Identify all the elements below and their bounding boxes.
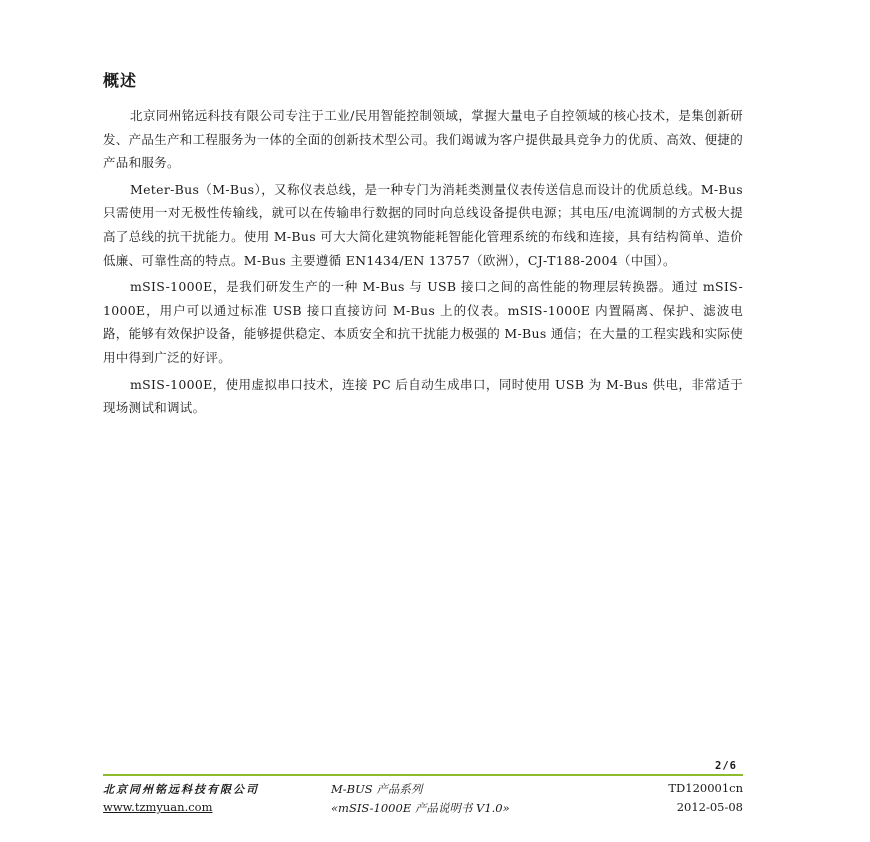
paragraph-company-intro: 北京同州铭远科技有限公司专注于工业/民用智能控制领域，掌握大量电子自控领域的核心技术，是集创新研发、产品生产和工程服务为一体的全面的创新技术型公司。我们竭诚为客户提供最具竞争力的优质、高效、便捷的产品和服务。 bbox=[103, 108, 744, 171]
section-heading: 概述 bbox=[103, 71, 138, 90]
page-footer bbox=[103, 781, 743, 819]
footer-manual-title: «mSIS-1000E 产品说明书 V1.0» bbox=[331, 801, 510, 815]
paragraph-mbus-intro: Meter-Bus（M-Bus），又称仪表总线，是一种专门为消耗类测量仪表传送信息而设计的优质总线。M-Bus 只需使用一对无极性传输线，就可以在传输串行数据的同时向总线设备提供电源；其电压/电流调制的方式极大提高了总线的抗干扰能力。使用 M-Bus 可大大简化建筑物能耗智能化管理系统的布线和连接，具有结构简单、造价低廉、可靠性高的特点。M-Bus 主要遵循 EN1434/EN 13757（欧洲），CJ-T188-2004（中国）。 bbox=[103, 181, 743, 268]
footer-row-bottom bbox=[103, 800, 743, 819]
footer-company-name: 北京同州铭远科技有限公司 bbox=[103, 783, 259, 796]
footer-row-top bbox=[103, 781, 743, 800]
paragraph-product-usage: mSIS-1000E，使用虚拟串口技术，连接 PC 后自动生成串口，同时使用 USB 为 M-Bus 供电，非常适于现场测试和调试。 bbox=[103, 376, 743, 416]
footer-doc-code: TD120001cn bbox=[668, 781, 743, 795]
footer-divider bbox=[103, 774, 743, 776]
footer-website-link[interactable]: www.tzmyuan.com bbox=[103, 800, 213, 814]
body-text bbox=[103, 104, 743, 423]
footer-product-series: M-BUS 产品系列 bbox=[331, 782, 423, 796]
page-number: 2/6 bbox=[715, 760, 737, 772]
paragraph-product-intro: mSIS-1000E，是我们研发生产的一种 M-Bus 与 USB 接口之间的高性能的物理层转换器。通过 mSIS-1000E，用户可以通过标准 USB 接口直接访问 M-Bus 上的仪表。mSIS-1000E 内置隔离、保护、滤波电路，能够有效保护设备，能够提供稳定、本质安全和抗干扰能力极强的 M-Bus 通信；在大量的工程实践和实际使用中得到广泛的好评。 bbox=[103, 279, 743, 365]
footer-date: 2012-05-08 bbox=[676, 800, 743, 814]
